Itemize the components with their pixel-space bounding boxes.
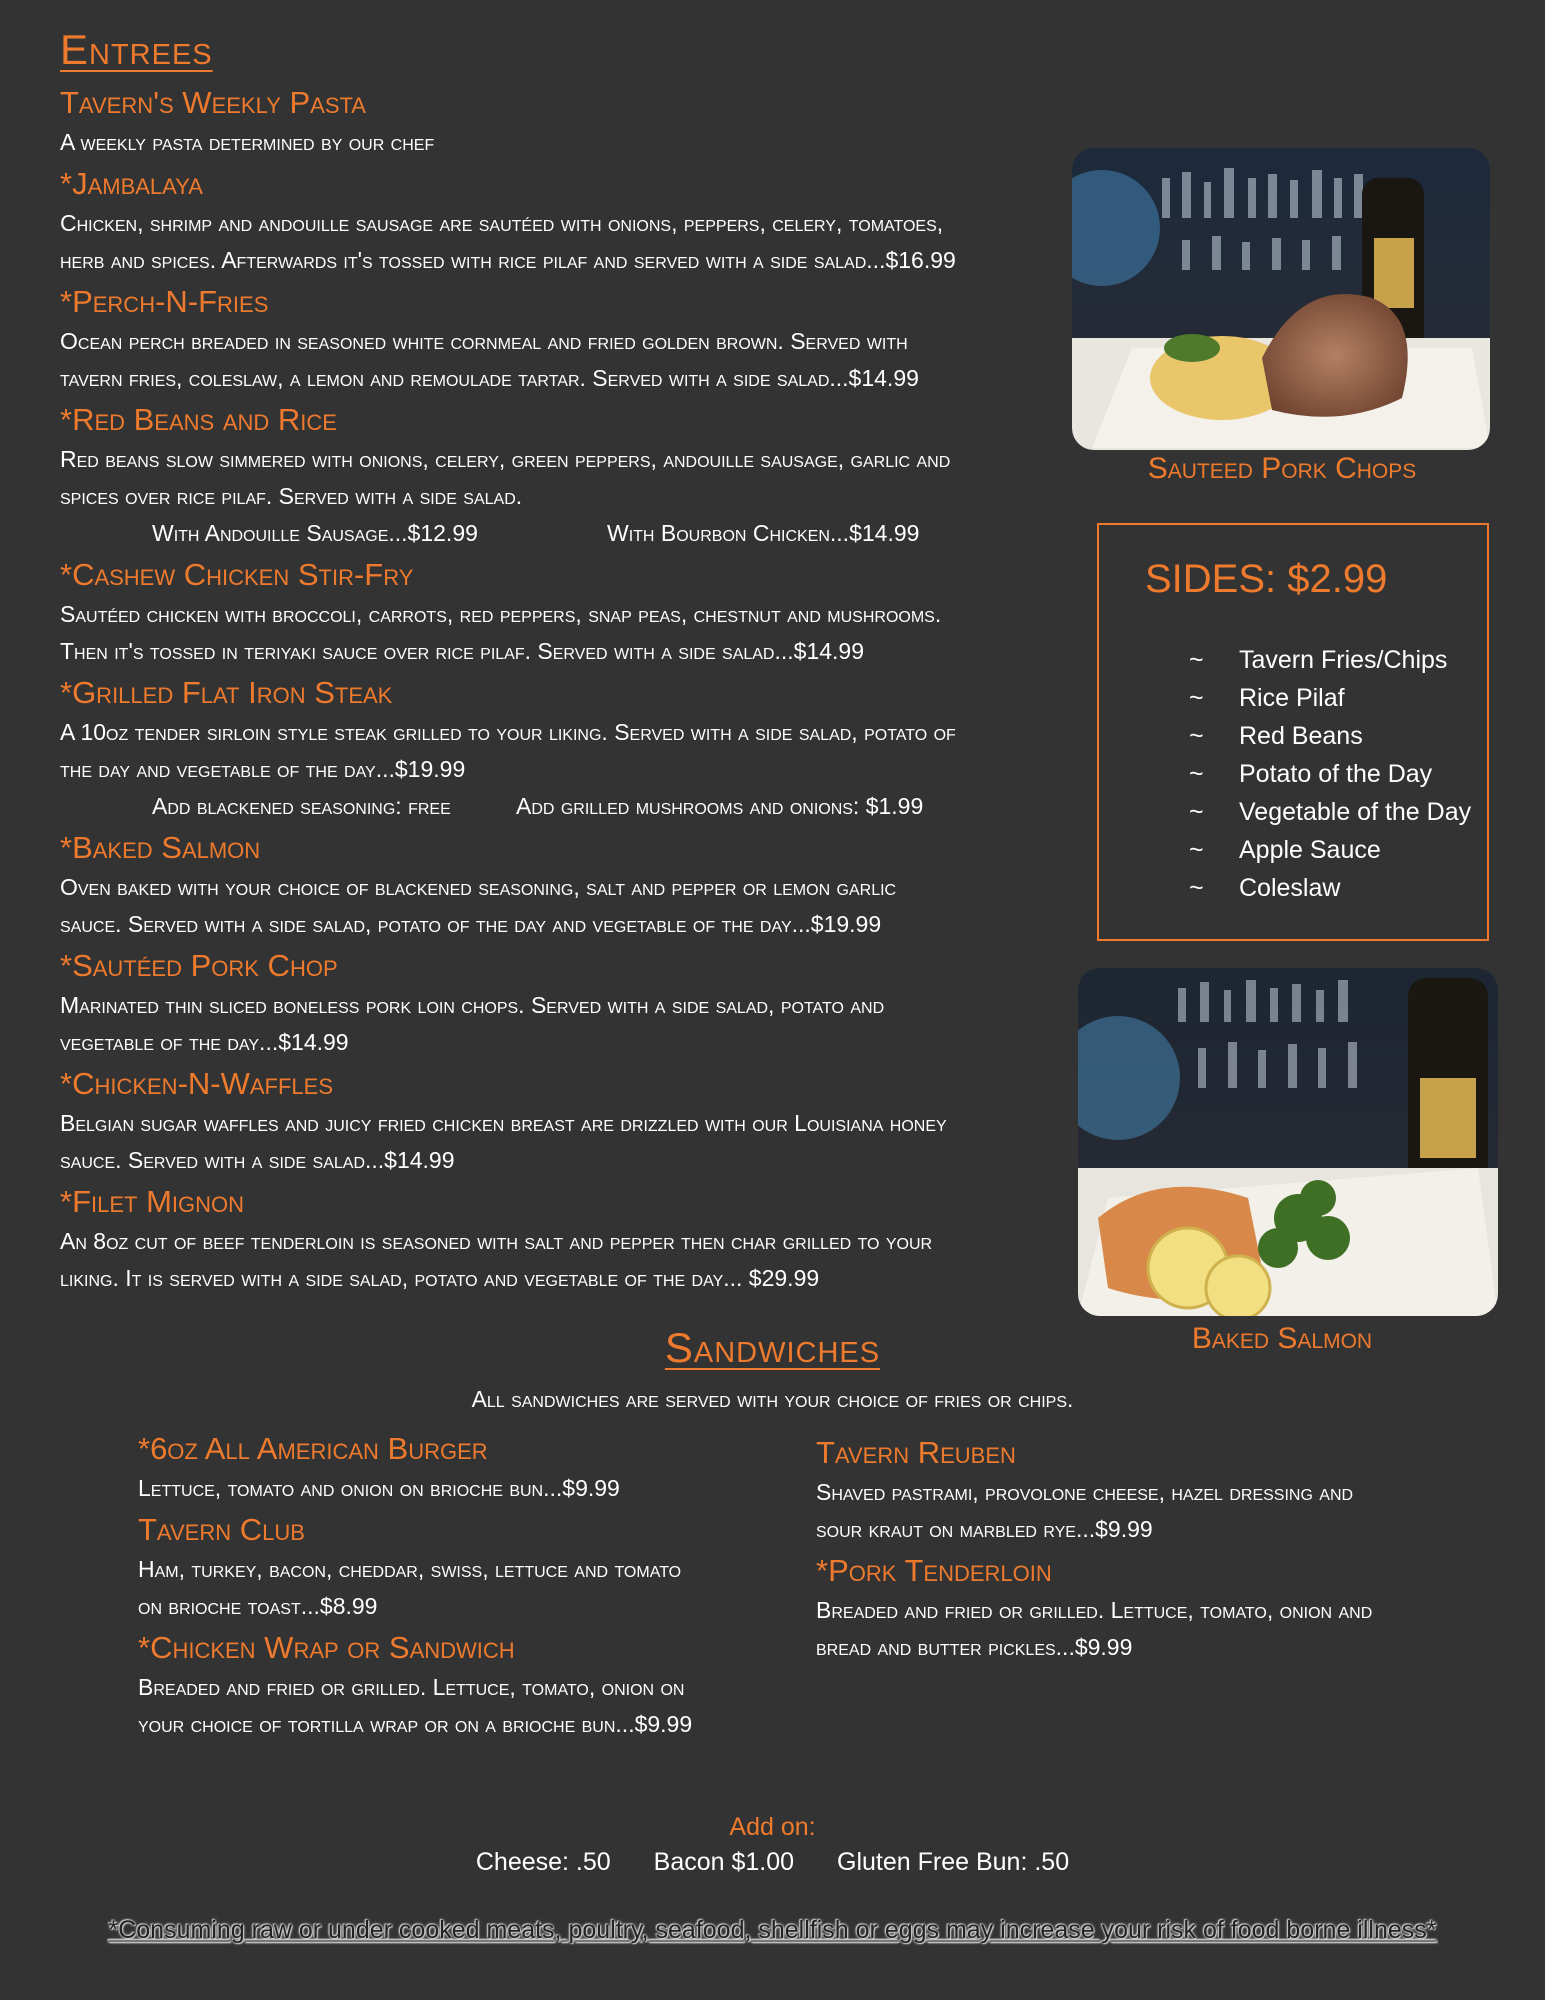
item-description: A weekly pasta determined by our chef [60, 129, 435, 155]
side-label: Vegetable of the Day [1239, 798, 1472, 826]
addon-item: Gluten Free Bun: .50 [837, 1848, 1070, 1876]
menu-item [138, 1511, 778, 1625]
side-item [1189, 793, 1471, 831]
option-label: With Andouille Sausage...$12.99 [152, 520, 478, 546]
tilde-bullet: ~ [1189, 684, 1204, 712]
option-label: Add blackened seasoning: free [152, 793, 451, 819]
item-name: *Jambalaya [60, 166, 203, 201]
item-name: *Baked Salmon [60, 830, 261, 865]
item-description: Lettuce, tomato and onion on brioche bun...$9.99 [138, 1475, 620, 1501]
side-item [1189, 831, 1471, 869]
sandwiches-title: Sandwiches [664, 1324, 881, 1371]
menu-item [60, 947, 1070, 1061]
side-label: Rice Pilaf [1239, 684, 1345, 712]
item-name: *Filet Mignon [60, 1184, 245, 1219]
item-name: *Pork Tenderloin [816, 1553, 1052, 1588]
food-safety-warning: *Consuming raw or under cooked meats, poultry, seafood, shellfish or eggs may increase your risk of food borne illness* [108, 1916, 1437, 1944]
tilde-bullet: ~ [1189, 874, 1204, 902]
entrees-title: Entrees [60, 26, 213, 73]
sides-box [1097, 523, 1489, 941]
menu-item [138, 1430, 778, 1507]
addon-title: Add on: [729, 1813, 816, 1841]
menu-item [60, 556, 1070, 670]
item-name: *Grilled Flat Iron Steak [60, 675, 393, 710]
item-description: An 8oz cut of beef tenderloin is seasoned with salt and pepper then char grilled to your liking. It is served with a side salad, potato and vegetable of the day... $29.99 [60, 1228, 933, 1291]
pork-chop-photo [1072, 148, 1490, 450]
side-label: Coleslaw [1239, 874, 1341, 902]
side-item [1189, 717, 1471, 755]
sandwiches-section-header [0, 1324, 1545, 1372]
item-name: *Red Beans and Rice [60, 402, 337, 437]
item-description: Shaved pastrami, provolone cheese, hazel dressing and sour kraut on marbled rye...$9.99 [816, 1479, 1354, 1542]
menu-item [60, 283, 1070, 397]
baked-salmon-photo [1078, 968, 1498, 1316]
side-label: Apple Sauce [1239, 836, 1381, 864]
side-item [1189, 755, 1471, 793]
item-description: Oven baked with your choice of blackened seasoning, salt and pepper or lemon garlic sauce. Served with a side salad, potato of the day and vegetable of the day...$19.99 [60, 874, 897, 937]
item-description: Breaded and fried or grilled. Lettuce, tomato, onion and bread and butter pickles...$9.99 [816, 1597, 1373, 1660]
item-name: *Chicken-N-Waffles [60, 1066, 334, 1101]
menu-item [60, 84, 1070, 161]
item-name: *Cashew Chicken Stir-Fry [60, 557, 414, 592]
item-name: Tavern Club [138, 1512, 305, 1547]
item-description: Sautéed chicken with broccoli, carrots, red peppers, snap peas, chestnut and mushrooms. Then it's tossed in teriyaki sauce over rice pilaf. Served with a side salad...$14.99 [60, 601, 942, 664]
menu-item [60, 1183, 1070, 1297]
item-options [60, 515, 1070, 552]
side-label: Red Beans [1239, 722, 1363, 750]
sandwiches-right-column [816, 1430, 1476, 1666]
baked-salmon-caption: Baked Salmon [1191, 1322, 1373, 1355]
tilde-bullet: ~ [1189, 646, 1204, 674]
option-label: With Bourbon Chicken...$14.99 [607, 520, 920, 546]
item-name: Tavern's Weekly Pasta [60, 85, 366, 120]
menu-item [60, 1065, 1070, 1179]
tilde-bullet: ~ [1189, 798, 1204, 826]
addon-item: Cheese: .50 [475, 1848, 611, 1876]
sides-list [1189, 641, 1471, 907]
menu-item [60, 829, 1070, 943]
side-label: Tavern Fries/Chips [1239, 646, 1448, 674]
tilde-bullet: ~ [1189, 722, 1204, 750]
sides-title: SIDES: $2.99 [1145, 557, 1388, 601]
item-name: Tavern Reuben [816, 1435, 1016, 1470]
item-description: Chicken, shrimp and andouille sausage are sautéed with onions, peppers, celery, tomatoes, herb and spices. Afterwards it's tossed with rice pilaf and served with a side salad...$16.99 [60, 210, 956, 273]
sandwiches-note: All sandwiches are served with your choice of fries or chips. [471, 1386, 1074, 1412]
entrees-section [60, 26, 1070, 1297]
item-description: Marinated thin sliced boneless pork loin chops. Served with a side salad, potato and vegetable of the day...$14.99 [60, 992, 885, 1055]
side-item [1189, 679, 1471, 717]
side-label: Potato of the Day [1239, 760, 1433, 788]
item-description: Red beans slow simmered with onions, celery, green peppers, andouille sausage, garlic and spices over rice pilaf. Served with a side salad. [60, 446, 951, 509]
menu-item [60, 165, 1070, 279]
tilde-bullet: ~ [1189, 836, 1204, 864]
item-name: *Sautéed Pork Chop [60, 948, 338, 983]
tilde-bullet: ~ [1189, 760, 1204, 788]
item-name: *6oz All American Burger [138, 1431, 488, 1466]
menu-item [60, 674, 1070, 825]
item-description: Belgian sugar waffles and juicy fried chicken breast are drizzled with our Louisiana honey sauce. Served with a side salad...$14.99 [60, 1110, 947, 1173]
addon-list [0, 1848, 1545, 1877]
item-description: A 10oz tender sirloin style steak grilled to your liking. Served with a side salad, potato of the day and vegetable of the day...$19.99 [60, 719, 956, 782]
option-label: Add grilled mushrooms and onions: $1.99 [516, 793, 924, 819]
addon-item: Bacon $1.00 [653, 1848, 795, 1876]
menu-item [816, 1552, 1476, 1666]
item-description: Breaded and fried or grilled. Lettuce, tomato, onion on your choice of tortilla wrap or on a brioche bun...$9.99 [138, 1674, 693, 1737]
side-item [1189, 869, 1471, 907]
menu-item [60, 401, 1070, 552]
menu-item [816, 1434, 1476, 1548]
item-description: Ham, turkey, bacon, cheddar, swiss, lettuce and tomato on brioche toast...$8.99 [138, 1556, 682, 1619]
item-description: Ocean perch breaded in seasoned white cornmeal and fried golden brown. Served with tavern fries, coleslaw, a lemon and remoulade tartar. Served with a side salad...$14.99 [60, 328, 919, 391]
item-name: *Perch-N-Fries [60, 284, 269, 319]
side-item [1189, 641, 1471, 679]
item-name: *Chicken Wrap or Sandwich [138, 1630, 515, 1665]
item-options [60, 788, 1070, 825]
pork-chop-caption: Sauteed Pork Chops [1147, 452, 1417, 485]
sandwiches-left-column [138, 1426, 778, 1743]
menu-item [138, 1629, 778, 1743]
